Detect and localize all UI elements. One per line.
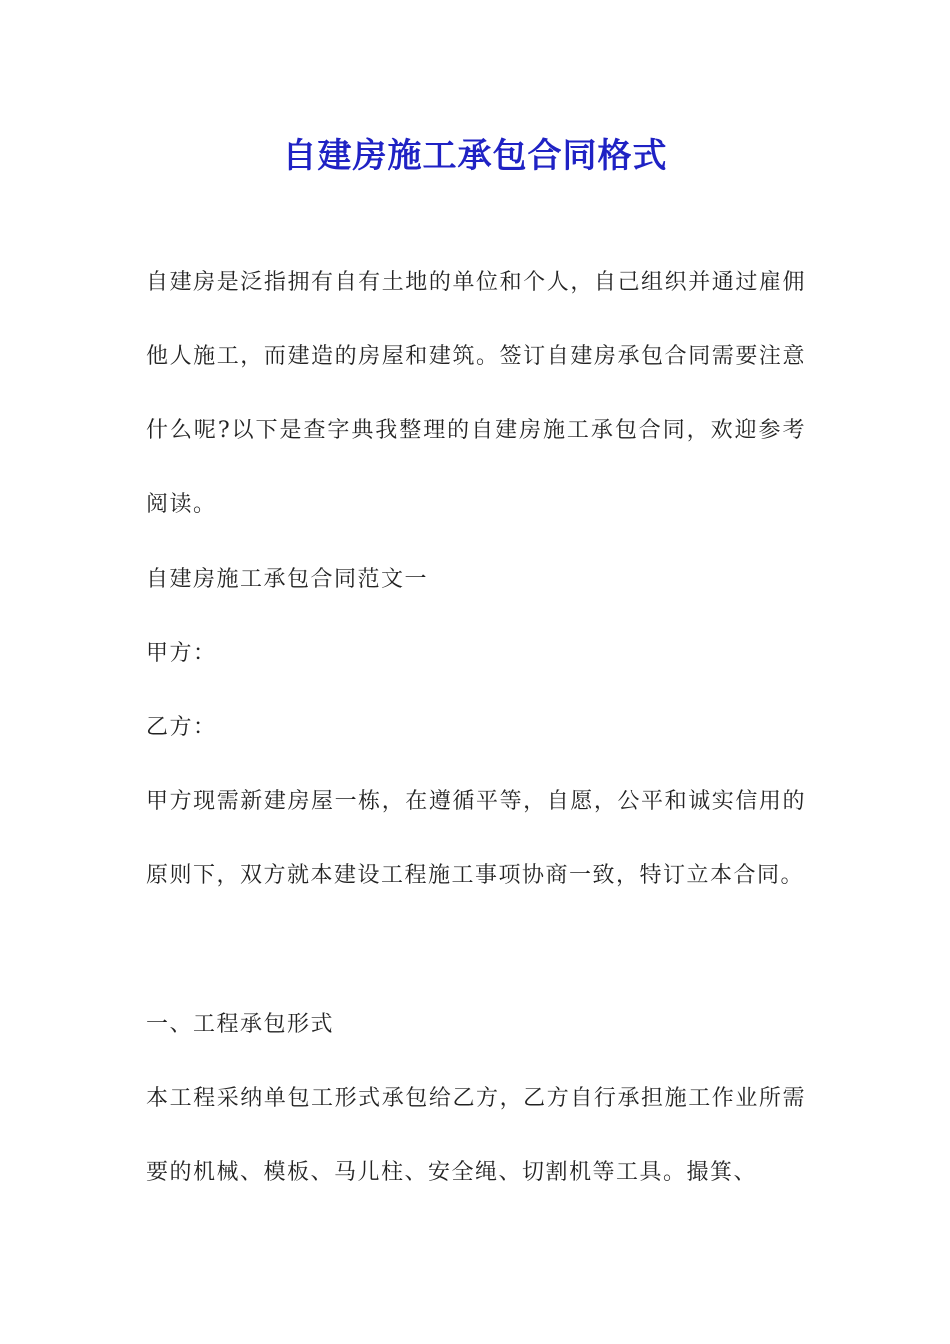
clause-body-paragraph: 本工程采纳单包工形式承包给乙方，乙方自行承担施工作业所需要的机械、模板、马儿柱、安全绳、切割机等工具。撮箕、 (146, 1086, 806, 1185)
agreement-preamble-paragraph: 甲方现需新建房屋一栋，在遵循平等，自愿，公平和诚实信用的原则下，双方就本建设工程施工事项协商一致，特订立本合同。 (146, 789, 806, 888)
intro-paragraph: 自建房是泛指拥有自有土地的单位和个人，自己组织并通过雇佣他人施工，而建造的房屋和建筑。签订自建房承包合同需要注意什么呢?以下是查字典我整理的自建房施工承包合同，欢迎参考阅读。 (146, 270, 806, 517)
section-heading-sample-one: 自建房施工承包合同范文一 (146, 567, 429, 592)
party-a-label: 甲方： (146, 641, 217, 666)
clause-heading-contract-form: 一、工程承包形式 (146, 1012, 335, 1037)
party-b-label: 乙方： (146, 715, 217, 740)
document-title: 自建房施工承包合同格式 (282, 136, 668, 176)
